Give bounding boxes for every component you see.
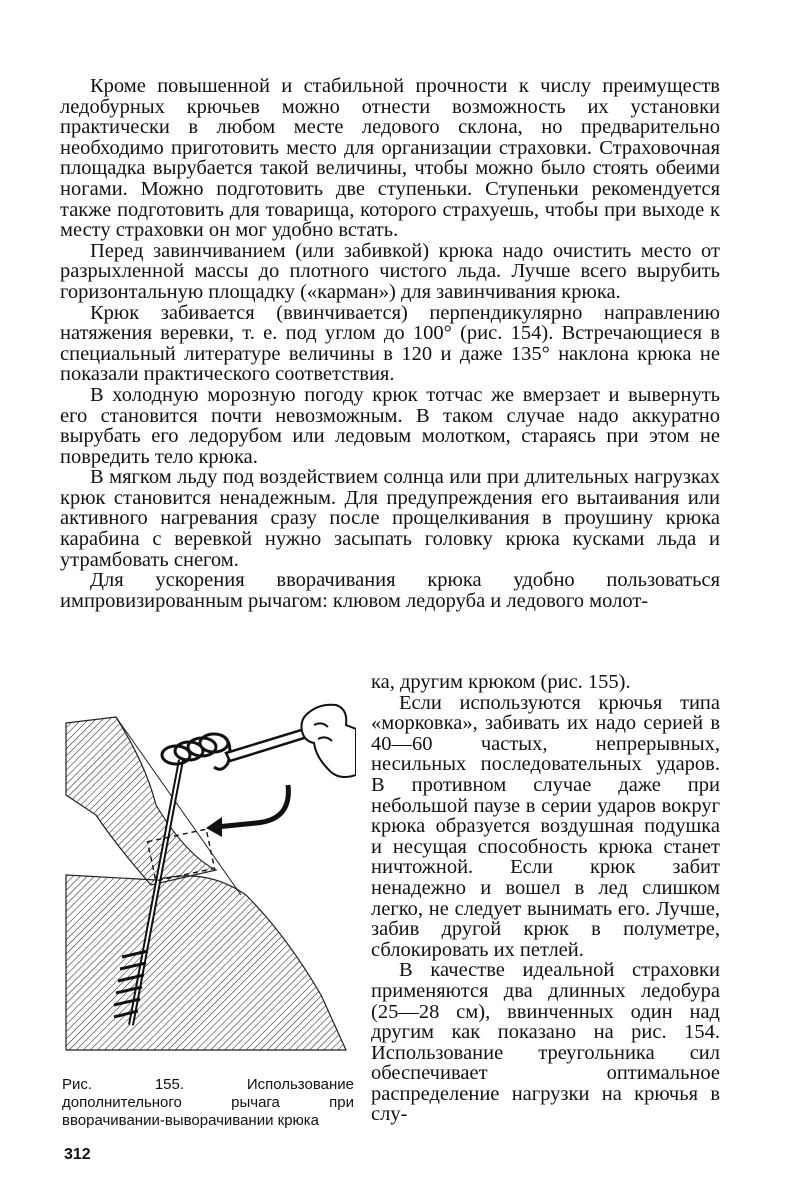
paragraph-3: Крюк забивается (ввинчивается) перпендикулярно направлению натяжения веревки, т. е. под углом до 100° (рис. 154). Встречающиеся в специальный литературе величины в 120 и даже 135° наклона крюка не показали практического соответствия. [60, 301, 720, 386]
screw-head [162, 734, 230, 769]
right-column-text [371, 672, 720, 1125]
paragraph-1: Кроме повышенной и стабильной прочности к числу преимуществ ледобурных крючьев можно отнести возможность их установки практически в любом месте ледового склона, но предварительно необходимо приготовить место для организации страховки. Страховочная площадка вырубается такой величины, чтобы можно было стоять обеими ногами. Можно подготовить две ступеньки. Ступеньки рекомендуется также подготовить для товарища, которого страхуешь, чтобы при выходе к месту страховки он мог удобно встать. [60, 75, 720, 242]
paragraph-7: Если используются крючья типа «морковка», забивать их надо серией в 40—60 частых, непрерывных, несильных последовательных ударов. В противном случае даже при небольшой паузе в серии ударов вокруг крюка образуется воздушная подушка и несущая способность крюка станет ничтожной. Если крюк забит ненадежно и вошел в лед слишком легко, не следует вынимать его. Лучше, забив другой крюк в полуметре, сблокировать их петлей. [371, 691, 720, 961]
lever-rod [226, 727, 314, 761]
figure-caption: Рис. 155. Использование дополнительного рычага при вворачивании-выворачивании крюка [62, 1076, 354, 1129]
paragraph-8: В качестве идеальной страховки применяются два длинных ледобура (25—28 см), ввинченных один над другим как показано на рис. 154. Использование треугольника сил обеспечивает оптимальное распределение нагрузки на крючья в слу- [371, 959, 720, 1126]
page-number: 312 [64, 1146, 91, 1163]
ice-slope-lower [66, 875, 346, 1050]
main-text-block [60, 76, 720, 611]
paragraph-2: Перед завинчиванием (или забивкой) крюка надо очистить место от разрыхленной массы до плотного чистого льда. Лучше всего вырубить горизонтальную площадку («карман») для завинчивания крюка. [60, 239, 720, 303]
ice-screw-lever-illustration [56, 695, 356, 1065]
figure-155 [56, 695, 356, 1065]
paragraph-6: Для ускорения вворачивания крюка удобно пользоваться импровизированным рычагом: клювом ледоруба и ледового молот- [60, 569, 720, 612]
paragraph-5: В мягком льду под воздействием солнца или при длительных нагрузках крюк становится ненадежным. Для предупреждения его вытаивания или активного нагревания сразу после прощелкивания в проушину крюка карабина с веревкой нужно засыпать головку крюка кусками льда и утрамбовать снегом. [60, 466, 720, 571]
paragraph-6-end: ка, другим крюком (рис. 155). [371, 671, 631, 693]
rotation-arrow [216, 785, 288, 827]
hand [302, 705, 357, 777]
paragraph-4: В холодную морозную погоду крюк тотчас же вмерзает и вывернуть его становится почти невозможным. В таком случае надо аккуратно вырубать его ледорубом или ледовым молотком, стараясь при этом не повредить тело крюка. [60, 383, 720, 468]
arrow-head [206, 817, 222, 837]
